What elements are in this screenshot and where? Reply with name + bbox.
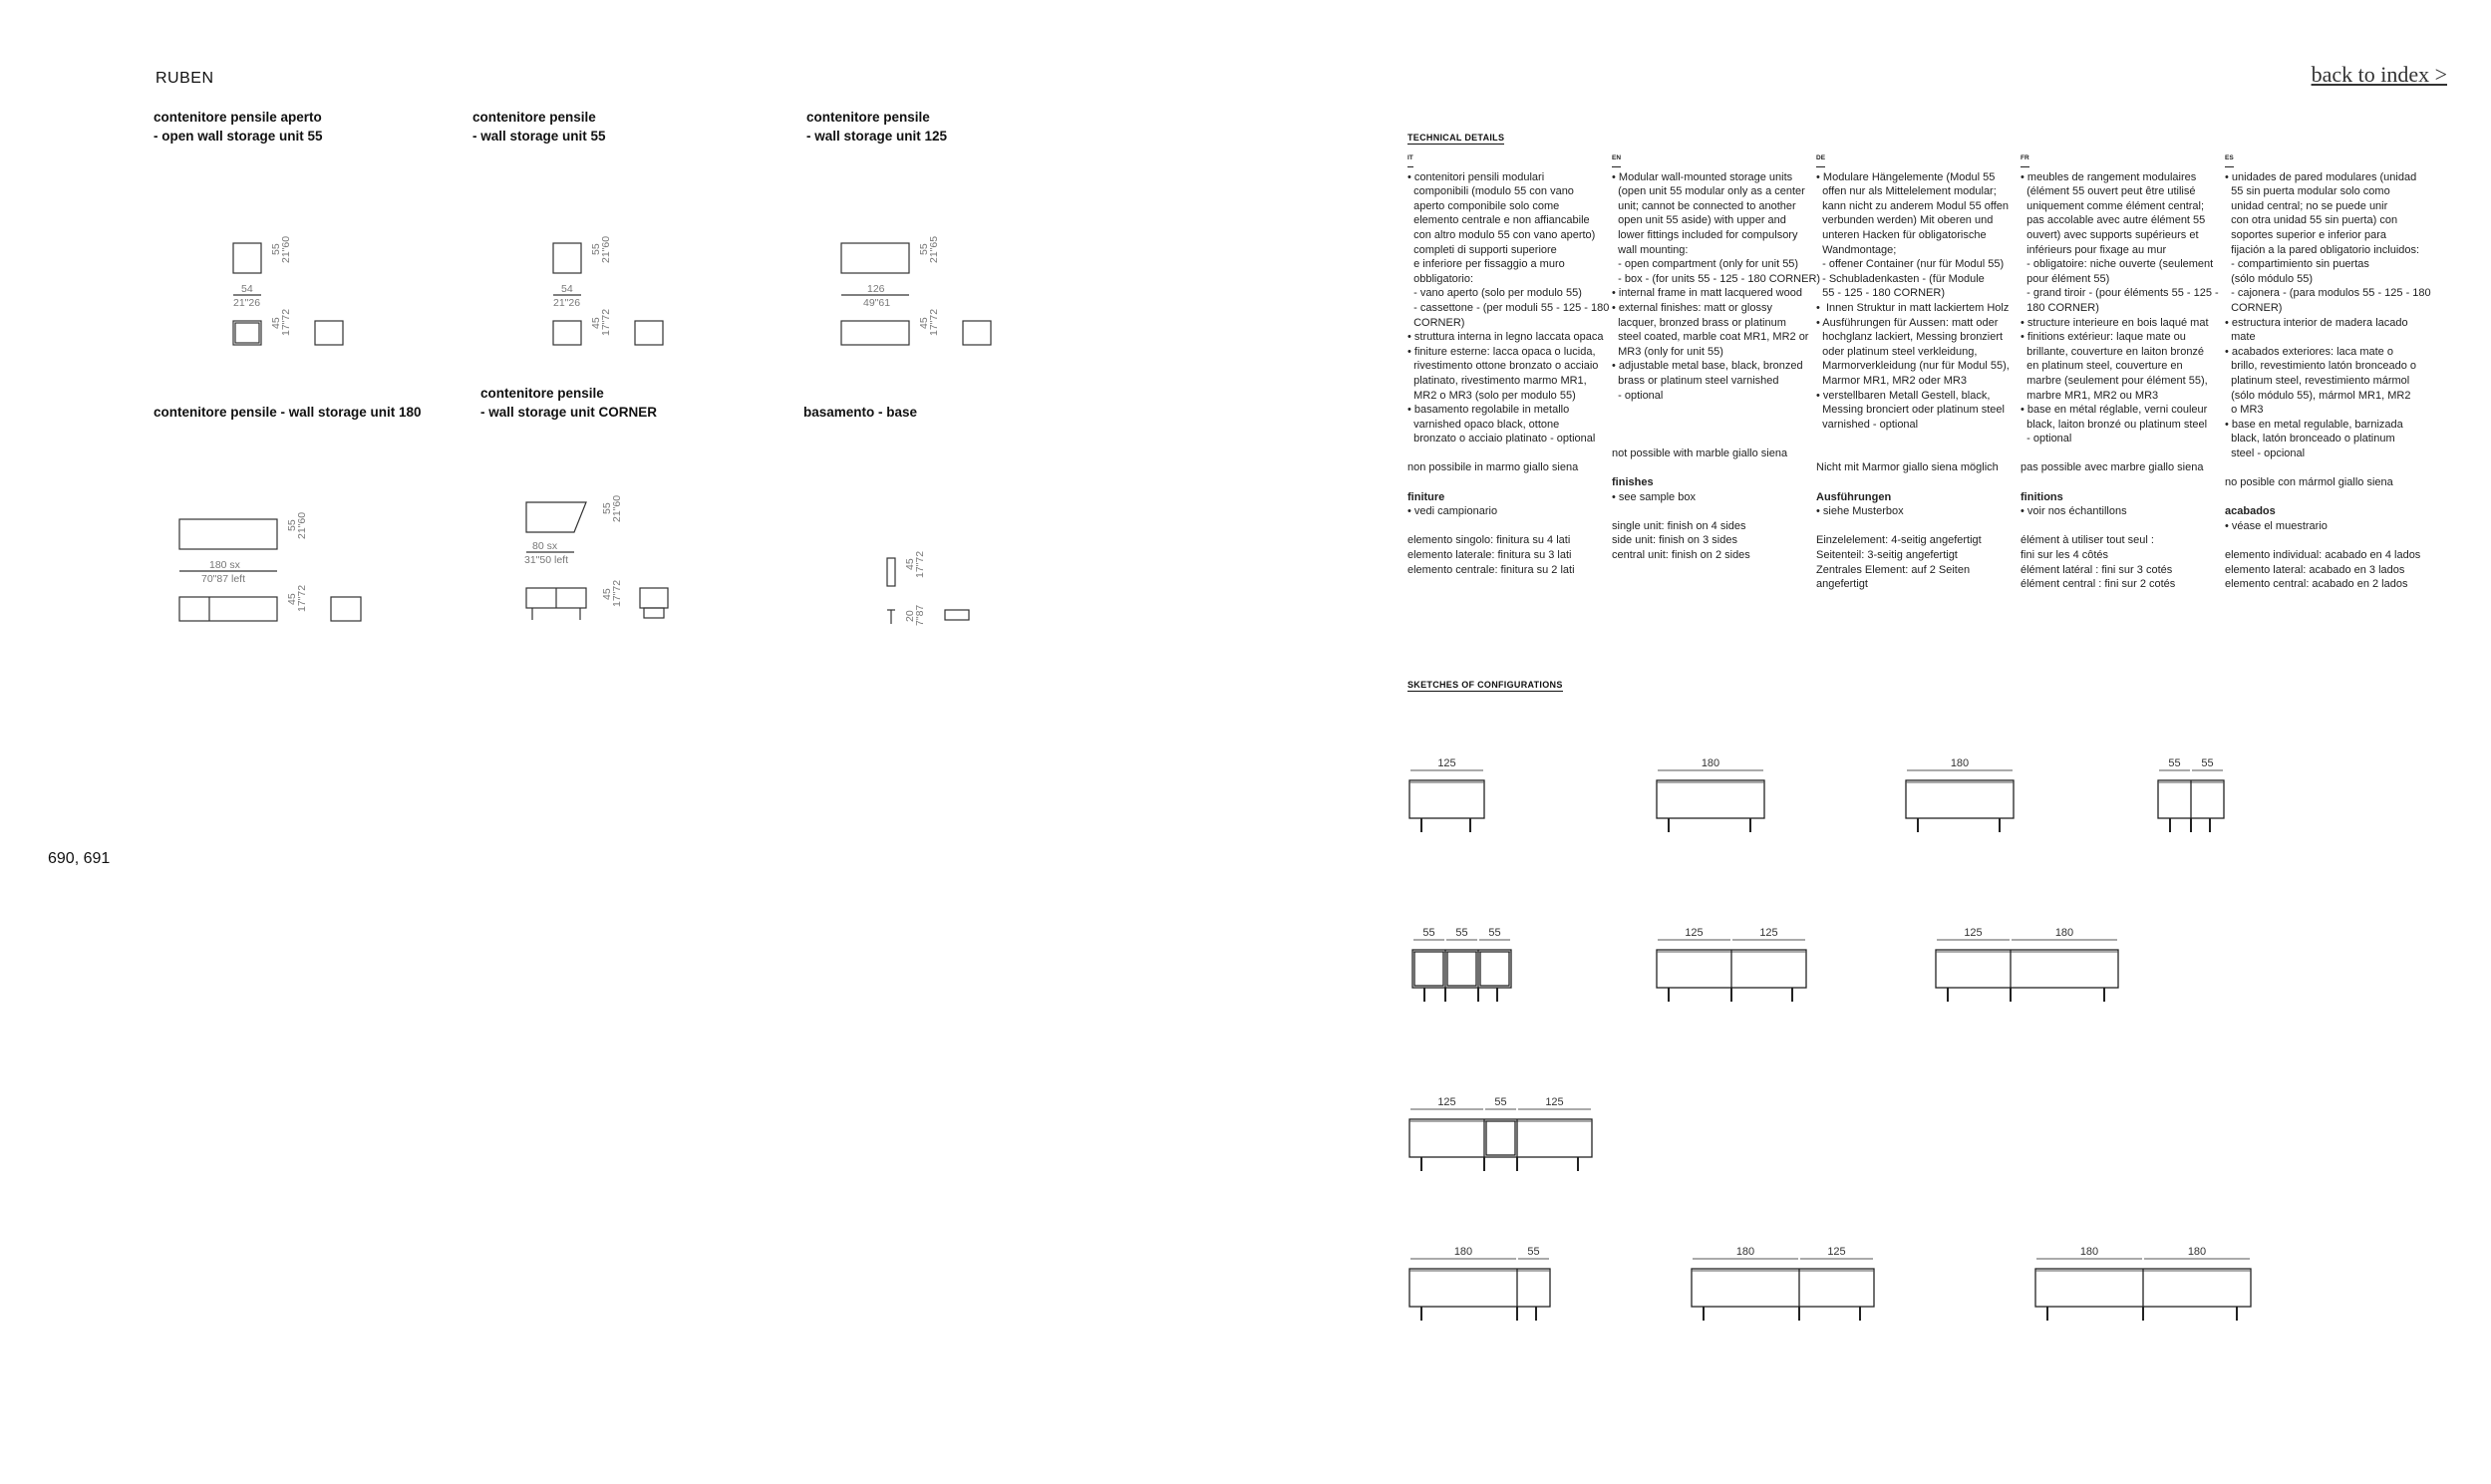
tech-subheading: acabados [2225, 505, 2276, 518]
sketches-heading: SKETCHES OF CONFIGURATIONS [1407, 680, 1563, 690]
tech-text-line: - compartimiento sin puertas [2225, 258, 2369, 271]
tech-text-line: elemento centrale: finitura su 2 lati [1407, 563, 1575, 576]
module-width-label: 180 [1453, 1246, 1473, 1258]
dim-label: 45 [601, 588, 613, 600]
tech-text-line: not possible with marble giallo siena [1612, 446, 1788, 459]
tech-text-line: • Innen Struktur in matt lackiertem Holz [1816, 301, 2010, 314]
config-outline [1906, 780, 2014, 818]
tech-text-line: • external finishes: matt or glossy [1612, 301, 1772, 314]
base-side-view [945, 610, 969, 620]
tech-text-line: no posible con mármol giallo siena [2225, 476, 2393, 489]
dim-label: 21"60 [296, 511, 308, 539]
product-title-open-55 [154, 108, 323, 146]
dim-label: 45 [904, 558, 916, 570]
product-title-corner [480, 384, 657, 422]
dim-label: 55 [286, 519, 298, 531]
tech-text-line: fini sur les 4 côtés [2021, 549, 2109, 562]
tech-text-line: • base en métal réglable, verni couleur [2021, 404, 2208, 417]
tech-text-line: obbligatorio: [1407, 272, 1474, 285]
dim-label: 31"50 left [524, 554, 569, 566]
module-width-label: 125 [1437, 1096, 1456, 1108]
product-title-180 [154, 403, 422, 422]
tech-text-line: • contenitori pensili modulari [1407, 170, 1545, 183]
tech-text-line: CORNER) [1407, 316, 1465, 329]
tech-column-de [1816, 149, 2012, 592]
front-view [841, 243, 909, 273]
tech-text-line: (élément 55 ouvert peut être utilisé [2021, 185, 2196, 198]
dim-label: 21"60 [611, 494, 623, 522]
dim-label: 21"60 [600, 235, 612, 263]
language-label: FR [2021, 151, 2029, 167]
tech-subheading: finiture [1407, 490, 1445, 503]
product-title-line: - wall storage unit CORNER [480, 405, 658, 420]
dim-label: 7"87 [914, 604, 926, 626]
spacer [2021, 446, 2216, 461]
tech-text-line: • meubles de rangement modulaires [2021, 170, 2197, 183]
spacer [1816, 475, 2012, 490]
module-width-label: 180 [1701, 757, 1720, 769]
tech-text-line: marbre (seulement pour élément 55), [2021, 374, 2208, 387]
tech-text-line: mate [2225, 331, 2256, 344]
tech-text-line: Messing bronciert oder platinum steel [1816, 404, 2005, 417]
module-width-label: 125 [1685, 927, 1704, 939]
dim-label: 20 [904, 610, 916, 622]
module-width-label: 55 [1422, 927, 1435, 939]
tech-text-line: • acabados exteriores: laca mate o [2225, 345, 2393, 358]
tech-text-line: - offener Container (nur für Modul 55) [1816, 258, 2005, 271]
tech-column-fr [2021, 149, 2219, 592]
dim-label: 49"61 [863, 297, 891, 309]
tech-text-line: Seitenteil: 3-seitig angefertigt [1816, 549, 1958, 562]
config-sketch [1904, 752, 2025, 832]
dim-label: 80 sx [532, 540, 558, 552]
tech-text-line: kann nicht zu anderem Modul 55 offen [1816, 199, 2010, 212]
tech-text-line: élément à utiliser tout seul : [2021, 534, 2154, 547]
tech-text-line: platinato, rivestimento marmo MR1, [1407, 374, 1587, 387]
front-view [526, 502, 586, 532]
module-width-label: 55 [2201, 757, 2214, 769]
product-title-line: - wall storage unit 55 [472, 129, 606, 144]
tech-text-line: • siehe Musterbox [1816, 505, 1904, 518]
tech-text-line: open unit 55 aside) with upper and [1612, 214, 1786, 227]
drawing-unit-55 [539, 229, 699, 359]
config-outline [1409, 780, 1484, 818]
tech-text-line: • see sample box [1612, 490, 1696, 503]
tech-text-line: élément latéral : fini sur 3 cotés [2021, 563, 2173, 576]
module-width-label: 55 [2168, 757, 2181, 769]
product-title-line: basamento - base [803, 405, 918, 420]
spacer [1612, 504, 1807, 519]
top-view [233, 321, 261, 345]
tech-text-line: single unit: finish on 4 sides [1612, 519, 1746, 532]
tech-text-line: brass or platinum steel varnished [1612, 374, 1779, 387]
tech-text-line: élément central : fini sur 2 cotés [2021, 578, 2176, 591]
module-width-label: 55 [1494, 1096, 1507, 1108]
tech-text-line: • verstellbaren Metall Gestell, black, [1816, 389, 1991, 402]
product-title-line: contenitore pensile - wall storage unit 180 [154, 405, 422, 420]
tech-text-line: bronzato o acciaio platinato - optional [1407, 433, 1596, 445]
product-title-125 [806, 108, 947, 146]
module-width-label: 125 [1827, 1246, 1846, 1258]
tech-text-line: • basamento regolabile in metallo [1407, 404, 1570, 417]
tech-text-line: elemento singolo: finitura su 4 lati [1407, 534, 1571, 547]
product-title-line: contenitore pensile [480, 386, 604, 401]
tech-text-line: elemento individual: acabado en 4 lados [2225, 549, 2421, 562]
tech-text-line: MR2 o MR3 (solo per modulo 55) [1407, 389, 1576, 402]
tech-text-line: - optional [2021, 433, 2072, 445]
config-sketch [1407, 1241, 1562, 1321]
language-label: EN [1612, 151, 1621, 167]
page-number: 690, 691 [48, 850, 111, 867]
tech-column-es [2225, 149, 2431, 592]
tech-text-line: Einzelelement: 4-seitig angefertigt [1816, 534, 1982, 547]
tech-text-line: - box - (for units 55 - 125 - 180 CORNER) [1612, 272, 1821, 285]
tech-text-line: pour élément 55) [2021, 272, 2110, 285]
product-title-line: contenitore pensile aperto [154, 110, 322, 125]
tech-text-line: • base en metal regulable, barnizada [2225, 418, 2403, 431]
spacer [2225, 460, 2420, 475]
tech-text-line: - vano aperto (solo per modulo 55) [1407, 287, 1582, 300]
config-outline [1692, 1269, 1874, 1307]
config-sketch [1655, 922, 1818, 1002]
dim-label: 17"72 [611, 579, 623, 607]
tech-text-line: • Modular wall-mounted storage units [1612, 170, 1793, 183]
tech-text-line: side unit: finish on 3 sides [1612, 534, 1737, 547]
drawing-open-unit-55 [219, 229, 379, 359]
tech-text-line: CORNER) [2225, 301, 2283, 314]
tech-text-line: - open compartment (only for unit 55) [1612, 258, 1799, 271]
tech-text-line: (sólo módulo 55), mármol MR1, MR2 [2225, 389, 2411, 402]
open-compartment [235, 323, 259, 343]
config-outline [1412, 950, 1511, 988]
tech-text-line: uniquement comme élément central; [2021, 199, 2205, 212]
tech-text-line: central unit: finish on 2 sides [1612, 549, 1750, 562]
tech-text-line: pas accolable avec autre élément 55 [2021, 214, 2206, 227]
tech-text-line: - Schubladenkasten - (für Module [1816, 272, 1985, 285]
language-label: ES [2225, 151, 2234, 167]
tech-text-line: unteren Hacken für obligatorische [1816, 228, 1987, 241]
tech-text-line: brillante, couverture en laiton bronzé [2021, 345, 2205, 358]
tech-text-line: soportes superior e inferior para [2225, 228, 2387, 241]
tech-text-line: marbre MR1, MR2 ou MR3 [2021, 389, 2159, 402]
tech-text-line: elemento lateral: acabado en 3 lados [2225, 563, 2405, 576]
module-width-label: 55 [1488, 927, 1501, 939]
tech-column-it [1407, 149, 1610, 577]
open-compartment [1414, 952, 1443, 986]
tech-text-line: - optional [1612, 389, 1664, 402]
tech-text-line: verbunden werden) Mit oberen und [1816, 214, 1994, 227]
dim-label: 21"60 [280, 235, 292, 263]
spacer [1612, 432, 1807, 446]
tech-text-line: fijación a la pared obligatorio incluidos: [2225, 243, 2420, 256]
spacer [2225, 533, 2420, 548]
tech-text-line: hochglanz lackiert, Messing bronziert [1816, 331, 2004, 344]
tech-text-line: - grand tiroir - (pour éléments 55 - 125 - [2021, 287, 2219, 300]
open-compartment [1480, 952, 1509, 986]
dim-label: 45 [286, 593, 298, 605]
tech-text-line: angefertigt [1816, 578, 1868, 591]
dim-label: 21"65 [928, 235, 940, 263]
module-width-label: 180 [2187, 1246, 2207, 1258]
tech-text-line: • Modulare Hängelemente (Modul 55 [1816, 170, 1996, 183]
tech-text-line: • adjustable metal base, black, bronzed [1612, 360, 1803, 373]
tech-text-line: Wandmontage; [1816, 243, 1897, 256]
open-compartment [1447, 952, 1476, 986]
tech-text-line: non possibile in marmo giallo siena [1407, 461, 1579, 474]
tech-text-line: Marmor MR1, MR2 oder MR3 [1816, 374, 1967, 387]
tech-text-line: lacquer, bronzed brass or platinum [1612, 316, 1786, 329]
technical-details-heading: TECHNICAL DETAILS [1407, 133, 1505, 143]
front-view [179, 519, 277, 549]
side-view [640, 588, 668, 608]
module-width-label: 55 [1527, 1246, 1540, 1258]
brand-name: RUBEN [156, 70, 214, 87]
dim-label: 17"72 [280, 308, 292, 336]
tech-text-line: o MR3 [2225, 404, 2264, 417]
config-sketch [1934, 922, 2130, 1002]
tech-text-line: en platinum steel, couverture en [2021, 360, 2183, 373]
spacer [1612, 403, 1807, 418]
module-width-label: 180 [1735, 1246, 1755, 1258]
tech-text-line: black, laiton bronzé ou platinum steel [2021, 418, 2208, 431]
tech-text-line: con otra unidad 55 sin puerta) con [2225, 214, 2398, 227]
base-view [644, 608, 664, 618]
tech-text-line: - cassettone - (per moduli 55 - 125 - 180 [1407, 301, 1610, 314]
tech-text-line: • finitions extérieur: laque mate ou [2021, 331, 2186, 344]
dim-label: 21"26 [553, 297, 581, 309]
product-title-base [803, 403, 917, 422]
tech-text-line: (sólo módulo 55) [2225, 272, 2314, 285]
spacer [1816, 446, 2012, 461]
tech-text-line: pas possible avec marbre giallo siena [2021, 461, 2204, 474]
module-width-label: 55 [1455, 927, 1468, 939]
tech-text-line: • structure interieure en bois laqué mat [2021, 316, 2209, 329]
product-title-line: - open wall storage unit 55 [154, 129, 323, 144]
config-outline [1657, 780, 1764, 818]
tech-text-line: rivestimento ottone bronzato o acciaio [1407, 360, 1599, 373]
tech-text-line: Marmorverkleidung (nur für Modul 55), [1816, 360, 2010, 373]
tech-text-line: wall mounting: [1612, 243, 1689, 256]
tech-text-line: • internal frame in matt lacquered wood [1612, 287, 1802, 300]
tech-text-line: Nicht mit Marmor giallo siena möglich [1816, 461, 1999, 474]
spacer [1612, 418, 1807, 433]
tech-text-line: • vedi campionario [1407, 505, 1498, 518]
config-outline [1409, 1269, 1550, 1307]
config-sketch [2156, 752, 2236, 832]
drawing-unit-125 [827, 229, 1017, 359]
tech-text-line: • unidades de pared modulares (unidad [2225, 170, 2417, 183]
tech-text-line: unit; cannot be connected to another [1612, 199, 1796, 212]
config-sketch [1407, 752, 1496, 832]
tech-subheading: Ausführungen [1816, 490, 1892, 503]
tech-text-line: inférieurs pour fixage au mur [2021, 243, 2167, 256]
tech-text-line: varnished opaco black, ottone [1407, 418, 1560, 431]
spacer [2225, 490, 2420, 505]
dim-label: 180 sx [209, 559, 240, 571]
dim-label: 54 [241, 283, 253, 295]
tech-text-line: • estructura interior de madera lacado [2225, 316, 2408, 329]
spacer [1407, 519, 1603, 534]
side-view [635, 321, 663, 345]
front-view [233, 243, 261, 273]
tech-text-line: unidad central; no se puede unir [2225, 199, 2388, 212]
top-view [553, 321, 581, 345]
tech-text-line: (open unit 55 modular only as a center [1612, 185, 1805, 198]
tech-text-line: 55 sin puerta modular solo como [2225, 185, 2390, 198]
module-width-label: 180 [1950, 757, 1970, 769]
tech-text-line: varnished - optional [1816, 418, 1919, 431]
module-width-label: 125 [1759, 927, 1778, 939]
product-title-line: contenitore pensile [472, 110, 596, 125]
base-front-view [887, 558, 895, 586]
dim-label: 45 [918, 317, 930, 329]
side-view [963, 321, 991, 345]
tech-subheading: finitions [2021, 490, 2063, 503]
config-sketch [1407, 1091, 1604, 1171]
tech-text-line: completi di supporti superiore [1407, 243, 1557, 256]
drawing-unit-180 [165, 505, 395, 635]
module-width-label: 125 [1545, 1096, 1564, 1108]
dim-label: 126 [867, 283, 885, 295]
tech-column-en [1612, 149, 1821, 563]
dim-label: 70"87 left [201, 573, 246, 585]
spacer [1816, 432, 2012, 446]
tech-text-line: elemento laterale: finitura su 3 lati [1407, 549, 1572, 562]
config-sketch [2033, 1241, 2263, 1321]
dim-label: 17"72 [928, 308, 940, 336]
dim-label: 55 [590, 243, 602, 255]
side-view [331, 597, 361, 621]
spacer [1407, 446, 1603, 461]
tech-text-line: elemento centrale e non affiancabile [1407, 214, 1590, 227]
tech-text-line: • finiture esterne: lacca opaca o lucida, [1407, 345, 1596, 358]
language-label: DE [1816, 151, 1825, 167]
dim-label: 21"26 [233, 297, 261, 309]
dim-label: 17"72 [914, 550, 926, 578]
module-width-label: 125 [1964, 927, 1983, 939]
spacer [2021, 519, 2216, 534]
config-outline [1936, 950, 2118, 988]
tech-text-line: • Ausführungen für Aussen: matt oder [1816, 316, 1999, 329]
spacer [1407, 475, 1603, 490]
tech-text-line: 180 CORNER) [2021, 301, 2099, 314]
tech-text-line: steel coated, marble coat MR1, MR2 or [1612, 331, 1809, 344]
tech-text-line: Zentrales Element: auf 2 Seiten [1816, 563, 1971, 576]
tech-text-line: black, latón bronceado o platinum [2225, 433, 2395, 445]
top-view [841, 321, 909, 345]
tech-text-line: componibili (modulo 55 con vano [1407, 185, 1574, 198]
tech-text-line: oder platinum steel verkleidung, [1816, 345, 1978, 358]
spacer [1816, 519, 2012, 534]
dim-label: 17"72 [600, 308, 612, 336]
dim-label: 54 [561, 283, 573, 295]
tech-text-line: offen nur als Mittelelement modular; [1816, 185, 1997, 198]
tech-text-line: 55 - 125 - 180 CORNER) [1816, 287, 1945, 300]
back-to-index-link[interactable]: back to index > [2311, 62, 2447, 87]
tech-text-line: brillo, revestimiento latón bronceado o [2225, 360, 2416, 373]
config-sketch [1690, 1241, 1886, 1321]
tech-text-line: e inferiore per fissaggio a muro [1407, 258, 1565, 271]
tech-text-line: elemento central: acabado en 2 lados [2225, 578, 2408, 591]
tech-text-line: • voir nos échantillons [2021, 505, 2127, 518]
dim-label: 55 [601, 502, 613, 514]
tech-text-line: platinum steel, revestimiento mármol [2225, 374, 2410, 387]
drawing-base [873, 548, 993, 638]
tech-text-line: - cajonera - (para modulos 55 - 125 - 180 [2225, 287, 2431, 300]
tech-text-line: aperto componibile solo come [1407, 199, 1560, 212]
drawing-unit-corner [512, 488, 702, 638]
config-sketch [1410, 922, 1523, 1002]
product-title-55 [472, 108, 606, 146]
dim-label: 17"72 [296, 584, 308, 612]
spacer [1612, 460, 1807, 475]
config-outline [1409, 1119, 1592, 1157]
tech-text-line: lower fittings included for compulsory [1612, 228, 1798, 241]
tech-text-line: con altro modulo 55 con vano aperto) [1407, 228, 1596, 241]
tech-text-line: MR3 (only for unit 55) [1612, 345, 1723, 358]
tech-text-line: steel - opcional [2225, 446, 2306, 459]
top-view [179, 597, 277, 621]
tech-text-line: - obligatoire: niche ouverte (seulement [2021, 258, 2214, 271]
product-title-line: contenitore pensile [806, 110, 930, 125]
front-view [553, 243, 581, 273]
module-width-label: 125 [1437, 757, 1456, 769]
tech-text-line: ouvert) avec supports supérieurs et [2021, 228, 2199, 241]
open-compartment [1486, 1121, 1515, 1155]
tech-text-line: • véase el muestrario [2225, 519, 2328, 532]
spacer [2021, 475, 2216, 490]
side-view [315, 321, 343, 345]
dim-label: 55 [918, 243, 930, 255]
language-label: IT [1407, 151, 1413, 167]
product-title-line: - wall storage unit 125 [806, 129, 948, 144]
dim-label: 45 [590, 317, 602, 329]
dim-label: 55 [270, 243, 282, 255]
dim-label: 45 [270, 317, 282, 329]
config-sketch [1655, 752, 1776, 832]
tech-subheading: finishes [1612, 476, 1654, 489]
module-width-label: 180 [2054, 927, 2074, 939]
module-width-label: 180 [2079, 1246, 2099, 1258]
tech-text-line: • struttura interna in legno laccata opaca [1407, 331, 1604, 344]
